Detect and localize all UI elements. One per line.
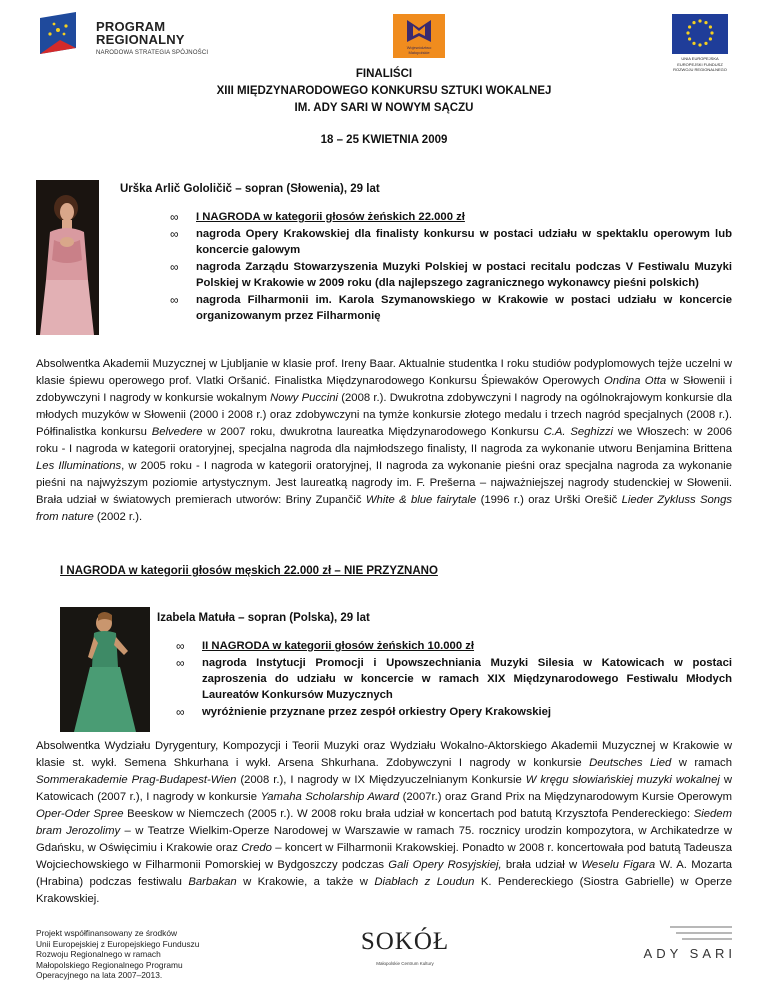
sokol-logo-name: SOKÓŁ bbox=[360, 928, 450, 955]
award-text: nagroda Zarządu Stowarzyszenia Muzyki Polskiej w postaci recitalu podczas V Festiwalu Muzyki Polskiej w Krakowie w 2009 roku (dla najlepszego zagranicznego wykonawcy pieśni polskich) bbox=[196, 261, 732, 289]
award-text: II NAGRODA w kategorii głosów żeńskich 10.000 zł bbox=[202, 640, 475, 652]
note-line: Unii Europejskiej z Europejskiego Funduszu bbox=[36, 938, 200, 949]
award-text: nagroda Instytucji Promocji i Upowszechniania Muzyki Silesia w Katowicach w postaci zaproszenia do udziału w koncercie w ramach XIX Międzynarodowego Festiwalu Młodych Laureatów Konkursów Muzycznych bbox=[202, 657, 732, 701]
singer-photo-icon bbox=[60, 607, 150, 732]
ady-sari-ornament-icon bbox=[640, 922, 736, 944]
bullet-icon: ∞ bbox=[170, 293, 179, 307]
ady-sari-logo bbox=[640, 922, 736, 974]
note-line: Operacyjnego na lata 2007–2013. bbox=[36, 970, 163, 980]
award-item bbox=[170, 226, 732, 258]
eu-logo-line2: EUROPEJSKI FUNDUSZ bbox=[677, 62, 723, 67]
program-logo-line2: REGIONALNY bbox=[96, 32, 185, 47]
finalist1-name: Urška Arlič Gololičič – sopran (Słowenia), 29 lat bbox=[120, 183, 380, 195]
finalist1-photo bbox=[36, 180, 99, 335]
bullet-icon: ∞ bbox=[176, 705, 185, 719]
title-line2: XIII MIĘDZYNARODOWEGO KONKURSU SZTUKI WOKALNEJ bbox=[216, 85, 552, 97]
bullet-icon: ∞ bbox=[170, 227, 179, 241]
note-line: Małopolskiego Regionalnego Programu bbox=[36, 959, 183, 970]
award-item bbox=[176, 704, 732, 720]
award-text: nagroda Opery Krakowskiej dla finalisty konkursu w postaci udziału w spektaklu operowym lub koncercie galowym bbox=[196, 228, 732, 256]
sokol-logo-subtitle: Małopolskie Centrum Kultury bbox=[376, 961, 434, 966]
eu-logo-line3: ROZWOJU REGIONALNEGO bbox=[673, 67, 727, 72]
eu-logo bbox=[668, 14, 732, 72]
award-item bbox=[170, 292, 732, 324]
singer-photo-icon bbox=[36, 180, 99, 335]
eu-logo-line1: UNIA EUROPEJSKA bbox=[681, 56, 719, 61]
program-logo-line1: PROGRAM bbox=[96, 19, 166, 34]
program-logo-line3: NARODOWA STRATEGIA SPÓJNOŚCI bbox=[96, 50, 209, 56]
event-dates: 18 – 25 KWIETNIA 2009 bbox=[320, 134, 448, 146]
bullet-icon: ∞ bbox=[176, 639, 185, 653]
title-line1: FINALIŚCI bbox=[355, 68, 413, 80]
award-item bbox=[176, 638, 732, 654]
cofinancing-note bbox=[36, 928, 199, 981]
note-line: Rozwoju Regionalnego w ramach bbox=[36, 949, 161, 959]
sokol-logo bbox=[355, 928, 455, 974]
bullet-icon: ∞ bbox=[170, 260, 179, 274]
award-item bbox=[170, 209, 732, 225]
malopolska-logo-text: Województwo Małopolskie bbox=[406, 45, 432, 55]
finalist1-bio: Absolwentka Akademii Muzycznej w Ljubljanie w klasie prof. Ireny Baar. Aktualnie studentka I roku studiów podyplomowych tejże uczelni w klasie śpiewu operowego prof. Vlatki Oršanić. Finalistka Międzynarodowego Konkursu Śpiewaków Operowych Ondina Otta w Słowenii i zdobywczyni I nagrody w konkursie wokalnym Nowy Puccini (2008 r.). Dwukrotna zdobywczyni I nagrody na ogólnokrajowym konkursie dla młodych muzyków w Słowenii (2000 i 2008 r.) oraz zdobywczyni na tymże konkursie złotego medalu i trzech nagród specjalnych (2008 r.). Półfinalistka konkursu Belvedere w 2007 roku, dwukrotna laureatka Międzynarodowego Konkursu C.A. Seghizzi we Włoszech: w 2006 roku - I nagroda w kategorii oratoryjnej, specjalna nagroda dla najmłodszego finalisty, II nagroda za wykonanie utworu Benjamina Brittena Les Illuminations, w 2005 roku - I nagroda w kategorii oratoryjnej, II nagroda za wykonanie pieśni oraz specjalna nagroda za wykonanie pieśni na najwyższym poziomie artystycznym. Jest laureatką nagrody im. F. Prešerna – najważniejszej nagrody studenckiej w Słowenii. Brała udział w światowych premierach utworów: Briny Zupančič White & blue fairytale (1996 r.) oraz Urški Orešič Lieder Zykluss Songs from nature (2002 r.). bbox=[36, 358, 733, 523]
finalist2-bio: Absolwentka Wydziału Dyrygentury, Kompozycji i Teorii Muzyki oraz Wydziału Wokalno-Aktorskiego Akademii Muzycznej w Krakowie w klasie st. wykł. Semena Shkurhana i wykł. Arsena Shkurhana. Zdobywczyni I nagrody w konkursie Deutsches Lied w ramach Sommerakademie Prag-Budapest-Wien (2008 r.), I nagrody w IX Międzyuczelnianym Konkursie W kręgu słowiańskiej muzyki wokalnej w Katowicach (2007 r.), I nagrody w konkursie Yamaha Scholarship Award (2007r.) oraz Grand Prix na Międzynarodowym Kursie Operowym Oper-Oder Spree Beeskow w Niemczech (2005 r.). W 2008 roku brała udział w koncertach pod batutą Krzysztofa Pendereckiego: Siedem bram Jerozolimy – w Teatrze Wielkim-Operze Narodowej w Warszawie w ramach 75. rocznicy urodzin kompozytora, w Archikatedrze w Gdańsku, w Oświęcimiu i Krakowie oraz Credo – koncert w Filharmonii Krakowskiej. Ponadto w 2008 r. koncertowała pod batutą Tadeusza Wojciechowskiego w Filharmonii Pomorskiej w Bydgoszczy podczas Gali Opery Rosyjskiej, brała udział w Weselu Figara W. A. Mozarta (Hrabina) podczas festiwalu Barbakan w Krakowie, a także w Diabłach z Loudun K. Pendereckiego (Siostra Gabrielle) w Operze Krakowskiej. bbox=[36, 740, 732, 905]
program-regionalny-flag-icon bbox=[36, 10, 86, 60]
eu-flag-icon bbox=[672, 14, 728, 54]
program-regionalny-logo bbox=[36, 10, 216, 60]
award-item bbox=[176, 655, 732, 703]
title-line3: IM. ADY SARI W NOWYM SĄCZU bbox=[294, 102, 474, 114]
finalist2-name: Izabela Matuła – sopran (Polska), 29 lat bbox=[157, 612, 370, 624]
note-line: Projekt współfinansowany ze środków bbox=[36, 928, 178, 938]
bullet-icon: ∞ bbox=[176, 656, 185, 670]
award-text: I NAGRODA w kategorii głosów żeńskich 22.000 zł bbox=[196, 211, 465, 223]
finalist1-awards bbox=[170, 209, 732, 325]
male-prize-statement: I NAGRODA w kategorii głosów męskich 22.000 zł – NIE PRZYZNANO bbox=[60, 565, 438, 577]
malopolska-logo bbox=[393, 14, 445, 58]
award-text: nagroda Filharmonii im. Karola Szymanowskiego w Krakowie w postaci udziału w koncercie organizowanym przez Filharmonię bbox=[196, 294, 732, 322]
finalist2-awards bbox=[176, 638, 732, 721]
ady-sari-logo-name: ADY SARI bbox=[643, 946, 736, 961]
award-text: wyróżnienie przyznane przez zespół orkiestry Opery Krakowskiej bbox=[202, 706, 552, 718]
bullet-icon: ∞ bbox=[170, 210, 179, 224]
award-item bbox=[170, 259, 732, 291]
finalist2-photo bbox=[60, 607, 150, 732]
